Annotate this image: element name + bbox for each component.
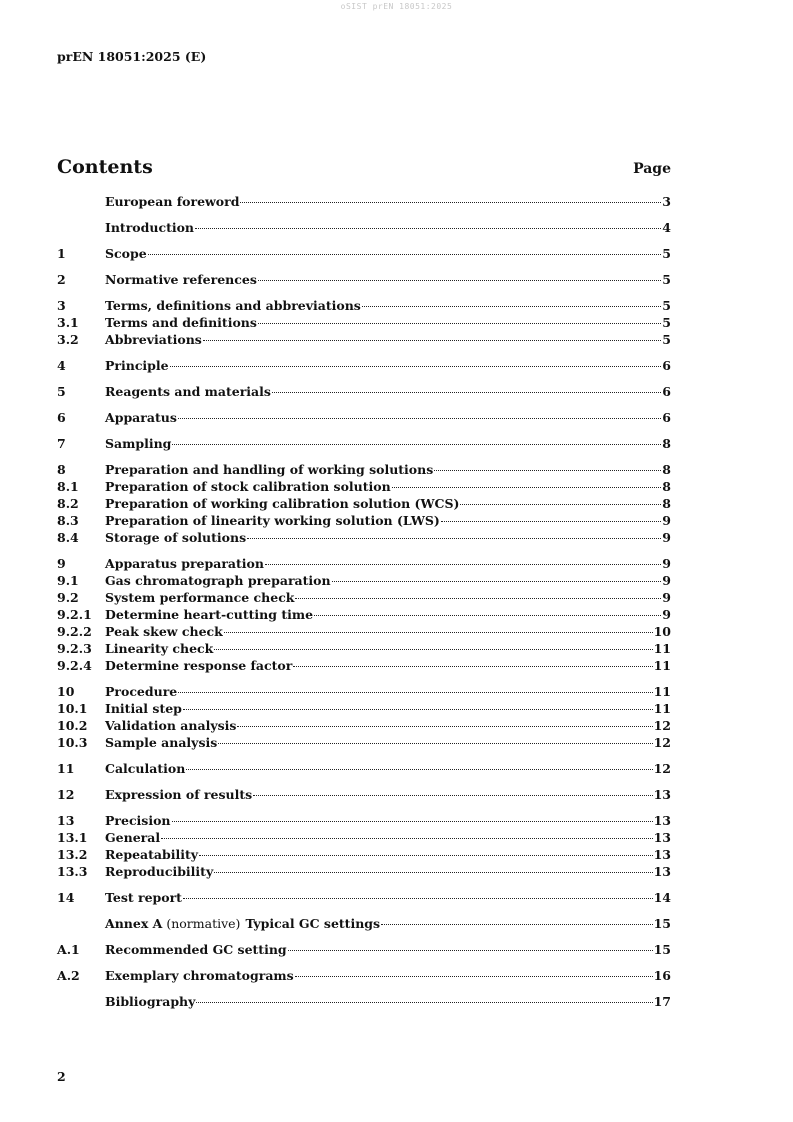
- toc-entry[interactable]: [57, 271, 671, 288]
- toc-group: [57, 786, 671, 803]
- toc-entry-page: 17: [653, 994, 671, 1009]
- toc-entry-title: Introduction: [105, 220, 195, 235]
- toc-dot-leader: [258, 323, 661, 324]
- toc-entry-title: Principle: [105, 358, 169, 373]
- toc-entry-title: Reagents and materials: [105, 384, 271, 399]
- toc-entry-number: 9.2.2: [57, 624, 92, 639]
- toc-entry-page: 12: [653, 735, 671, 750]
- toc-entry[interactable]: [57, 846, 671, 863]
- toc-entry-number: 10: [57, 684, 75, 699]
- toc-entry-title: Expression of results: [105, 787, 253, 802]
- toc-group: [57, 271, 671, 288]
- toc-entry[interactable]: [57, 409, 671, 426]
- toc-entry-title: Reproducibility: [105, 864, 214, 879]
- toc-entry[interactable]: [57, 435, 671, 452]
- toc-dot-leader: [214, 872, 652, 873]
- toc-dot-leader: [218, 743, 652, 744]
- toc-entry-number: 9.1: [57, 573, 79, 588]
- toc-dot-leader: [186, 769, 652, 770]
- toc-dot-leader: [247, 538, 661, 539]
- toc-entry[interactable]: [57, 700, 671, 717]
- toc-dot-leader: [381, 924, 653, 925]
- toc-entry-number: 11: [57, 761, 75, 776]
- toc-entry-page: 8: [662, 496, 671, 511]
- toc-entry-page: 11: [653, 641, 671, 656]
- toc-entry-title: Precision: [105, 813, 171, 828]
- toc-entry-title: System performance check: [105, 590, 295, 605]
- toc-dot-leader: [199, 855, 653, 856]
- toc-entry-number: 7: [57, 436, 66, 451]
- toc-entry-title: Apparatus: [105, 410, 177, 425]
- toc-dot-leader: [178, 418, 661, 419]
- toc-entry-title: Scope: [105, 246, 147, 261]
- toc-dot-leader: [272, 392, 661, 393]
- toc-entry-page: 9: [662, 573, 671, 588]
- toc-dot-leader: [178, 692, 652, 693]
- toc-entry-title: Abbreviations: [105, 332, 202, 347]
- toc-entry-page: 9: [662, 556, 671, 571]
- toc-entry-title: General: [105, 830, 161, 845]
- watermark: oSIST prEN 18051:2025: [340, 2, 453, 11]
- toc-entry[interactable]: [57, 193, 671, 210]
- toc-group: [57, 409, 671, 426]
- toc-dot-leader: [441, 521, 661, 522]
- toc-entry[interactable]: [57, 657, 671, 674]
- toc-entry-title: European foreword: [105, 194, 240, 209]
- toc-group: [57, 941, 671, 958]
- toc-entry-page: 12: [653, 761, 671, 776]
- toc-entry[interactable]: [57, 297, 671, 314]
- toc-entry-page: 15: [653, 916, 671, 931]
- toc-entry-title-main: Annex A: [105, 916, 163, 931]
- toc-entry-title: Initial step: [105, 701, 182, 716]
- toc-dot-leader: [203, 340, 661, 341]
- toc-entry[interactable]: [57, 589, 671, 606]
- toc-entry[interactable]: [57, 993, 671, 1010]
- toc-group: [57, 357, 671, 374]
- toc-entry-title: Recommended GC setting: [105, 942, 287, 957]
- toc-entry-page: 11: [653, 658, 671, 673]
- toc-entry-title: Gas chromatograph preparation: [105, 573, 331, 588]
- toc-entry-title: Validation analysis: [105, 718, 237, 733]
- contents-header: [57, 156, 671, 178]
- toc-dot-leader: [195, 228, 661, 229]
- toc-entry-title: Terms and definitions: [105, 315, 257, 330]
- toc-entry-number: 9.2: [57, 590, 79, 605]
- toc-entry-title: Apparatus preparation: [105, 556, 264, 571]
- toc-group: [57, 383, 671, 400]
- toc-entry[interactable]: [57, 245, 671, 262]
- toc-entry-number: 8.4: [57, 530, 79, 545]
- toc-entry[interactable]: [57, 606, 671, 623]
- toc-entry-title: [105, 915, 380, 932]
- toc-entry-number: 10.3: [57, 735, 88, 750]
- toc-dot-leader: [237, 726, 652, 727]
- toc-entry-title: Preparation of stock calibration solution: [105, 479, 391, 494]
- toc-group: [57, 683, 671, 751]
- toc-entry[interactable]: [57, 812, 671, 829]
- toc-dot-leader: [196, 1002, 652, 1003]
- toc-entry-number: 13.3: [57, 864, 88, 879]
- toc-entry-number: 1: [57, 246, 66, 261]
- toc-entry-page: 13: [653, 787, 671, 802]
- toc-group: [57, 915, 671, 932]
- toc-dot-leader: [258, 280, 661, 281]
- toc-entry-title-suffix: Typical GC settings: [245, 916, 381, 931]
- toc-dot-leader: [434, 470, 661, 471]
- toc-entry-page: 9: [662, 513, 671, 528]
- toc-entry[interactable]: [57, 461, 671, 478]
- toc-dot-leader: [288, 950, 653, 951]
- toc-dot-leader: [224, 632, 653, 633]
- toc-entry-number: A.1: [57, 942, 80, 957]
- toc-entry[interactable]: [57, 357, 671, 374]
- toc-dot-leader: [240, 202, 661, 203]
- toc-group: [57, 297, 671, 348]
- toc-group: [57, 245, 671, 262]
- toc-entry-number: 10.1: [57, 701, 88, 716]
- toc-entry[interactable]: [57, 734, 671, 751]
- toc-entry-page: 10: [653, 624, 671, 639]
- toc-entry-page: 9: [662, 607, 671, 622]
- toc-entry-page: 5: [662, 315, 671, 330]
- toc-group: [57, 760, 671, 777]
- toc-group: [57, 461, 671, 546]
- toc-entry[interactable]: [57, 383, 671, 400]
- toc-entry-title: Procedure: [105, 684, 178, 699]
- toc-entry-number: 5: [57, 384, 66, 399]
- toc-entry-number: 4: [57, 358, 66, 373]
- toc-group: [57, 993, 671, 1010]
- toc-dot-leader: [362, 306, 661, 307]
- toc-entry-page: 12: [653, 718, 671, 733]
- toc-group: [57, 193, 671, 210]
- toc-entry-number: 8.2: [57, 496, 79, 511]
- toc-dot-leader: [161, 838, 652, 839]
- toc-dot-leader: [293, 666, 652, 667]
- toc-entry-page: 8: [662, 479, 671, 494]
- toc-entry-title: Calculation: [105, 761, 186, 776]
- toc-entry-number: 13.1: [57, 830, 88, 845]
- table-of-contents: [57, 193, 671, 1010]
- toc-entry[interactable]: [57, 331, 671, 348]
- toc-entry-number: 9.2.1: [57, 607, 92, 622]
- toc-dot-leader: [332, 581, 662, 582]
- toc-entry[interactable]: [57, 889, 671, 906]
- toc-entry-page: 4: [662, 220, 671, 235]
- toc-entry-number: 12: [57, 787, 75, 802]
- toc-entry-page: 5: [662, 272, 671, 287]
- toc-entry-title: Determine heart-cutting time: [105, 607, 314, 622]
- toc-entry[interactable]: [57, 572, 671, 589]
- toc-dot-leader: [148, 254, 662, 255]
- toc-entry[interactable]: [57, 967, 671, 984]
- toc-dot-leader: [183, 709, 653, 710]
- toc-entry-page: 11: [653, 684, 671, 699]
- toc-entry-title: Determine response factor: [105, 658, 293, 673]
- toc-entry[interactable]: [57, 640, 671, 657]
- toc-entry-page: 11: [653, 701, 671, 716]
- toc-dot-leader: [265, 564, 661, 565]
- toc-entry[interactable]: [57, 717, 671, 734]
- toc-entry-number: 9.2.3: [57, 641, 92, 656]
- toc-entry[interactable]: [57, 786, 671, 803]
- toc-entry-number: 13.2: [57, 847, 88, 862]
- toc-entry-title: Exemplary chromatograms: [105, 968, 294, 983]
- toc-entry[interactable]: [57, 219, 671, 236]
- toc-group: [57, 889, 671, 906]
- toc-entry-number: 6: [57, 410, 66, 425]
- toc-entry-page: 9: [662, 590, 671, 605]
- toc-entry-page: 13: [653, 864, 671, 879]
- toc-group: [57, 219, 671, 236]
- toc-dot-leader: [214, 649, 652, 650]
- toc-entry[interactable]: [57, 760, 671, 777]
- toc-entry-title: Preparation of working calibration solution (WCS): [105, 496, 460, 511]
- toc-entry[interactable]: [57, 623, 671, 640]
- toc-entry-title: Linearity check: [105, 641, 214, 656]
- toc-entry-page: 16: [653, 968, 671, 983]
- toc-group: [57, 435, 671, 452]
- toc-dot-leader: [460, 504, 661, 505]
- toc-dot-leader: [183, 898, 653, 899]
- toc-dot-leader: [170, 366, 662, 367]
- toc-entry-number: 14: [57, 890, 75, 905]
- toc-entry-title: Preparation and handling of working solutions: [105, 462, 434, 477]
- toc-entry-page: 6: [662, 410, 671, 425]
- toc-entry-title: Peak skew check: [105, 624, 223, 639]
- toc-entry-page: 5: [662, 332, 671, 347]
- toc-entry-number: 8: [57, 462, 66, 477]
- toc-entry-number: 3.2: [57, 332, 79, 347]
- toc-entry[interactable]: [57, 512, 671, 529]
- toc-entry-title: Test report: [105, 890, 182, 905]
- toc-entry-number: 10.2: [57, 718, 88, 733]
- toc-group: [57, 812, 671, 880]
- toc-entry-number: 3.1: [57, 315, 79, 330]
- toc-entry-number: 3: [57, 298, 66, 313]
- toc-group: [57, 967, 671, 984]
- toc-entry-title: Normative references: [105, 272, 257, 287]
- toc-entry-page: 6: [662, 358, 671, 373]
- toc-entry[interactable]: [57, 478, 671, 495]
- toc-group: [57, 555, 671, 674]
- toc-entry-annex-type: (normative): [166, 916, 241, 931]
- toc-entry-page: 8: [662, 436, 671, 451]
- toc-entry-number: 2: [57, 272, 66, 287]
- toc-entry-page: 5: [662, 246, 671, 261]
- toc-entry-title: Repeatability: [105, 847, 199, 862]
- toc-entry-number: 9: [57, 556, 66, 571]
- toc-entry-page: 13: [653, 847, 671, 862]
- toc-entry-title: Sampling: [105, 436, 172, 451]
- toc-entry-title: Bibliography: [105, 994, 196, 1009]
- toc-dot-leader: [295, 598, 661, 599]
- toc-dot-leader: [172, 444, 661, 445]
- toc-dot-leader: [314, 615, 661, 616]
- toc-entry-title: Preparation of linearity working solution (LWS): [105, 513, 440, 528]
- toc-entry-page: 6: [662, 384, 671, 399]
- contents-title: Contents: [57, 156, 153, 178]
- toc-entry[interactable]: [57, 941, 671, 958]
- toc-entry-number: 8.3: [57, 513, 79, 528]
- toc-entry-page: 13: [653, 813, 671, 828]
- toc-dot-leader: [295, 976, 653, 977]
- toc-entry[interactable]: [57, 555, 671, 572]
- toc-entry-title: Sample analysis: [105, 735, 218, 750]
- toc-entry[interactable]: [57, 683, 671, 700]
- toc-dot-leader: [253, 795, 652, 796]
- toc-entry-page: 14: [653, 890, 671, 905]
- toc-entry-number: 9.2.4: [57, 658, 92, 673]
- toc-entry[interactable]: [57, 829, 671, 846]
- toc-entry-page: 15: [653, 942, 671, 957]
- toc-entry-number: A.2: [57, 968, 80, 983]
- toc-entry[interactable]: [57, 314, 671, 331]
- toc-entry[interactable]: [57, 915, 671, 932]
- toc-entry-page: 8: [662, 462, 671, 477]
- toc-entry[interactable]: [57, 863, 671, 880]
- footer-page-number: 2: [57, 1069, 66, 1084]
- toc-entry-page: 5: [662, 298, 671, 313]
- toc-entry-title: Terms, definitions and abbreviations: [105, 298, 361, 313]
- toc-entry-page: 3: [662, 194, 671, 209]
- toc-dot-leader: [172, 821, 653, 822]
- document-id: prEN 18051:2025 (E): [57, 49, 207, 64]
- toc-entry-number: 13: [57, 813, 75, 828]
- toc-dot-leader: [392, 487, 662, 488]
- toc-entry-page: 13: [653, 830, 671, 845]
- toc-entry-number: 8.1: [57, 479, 79, 494]
- toc-entry-title: Storage of solutions: [105, 530, 247, 545]
- toc-entry[interactable]: [57, 529, 671, 546]
- toc-entry-page: 9: [662, 530, 671, 545]
- page-column-label: Page: [633, 161, 671, 177]
- toc-entry[interactable]: [57, 495, 671, 512]
